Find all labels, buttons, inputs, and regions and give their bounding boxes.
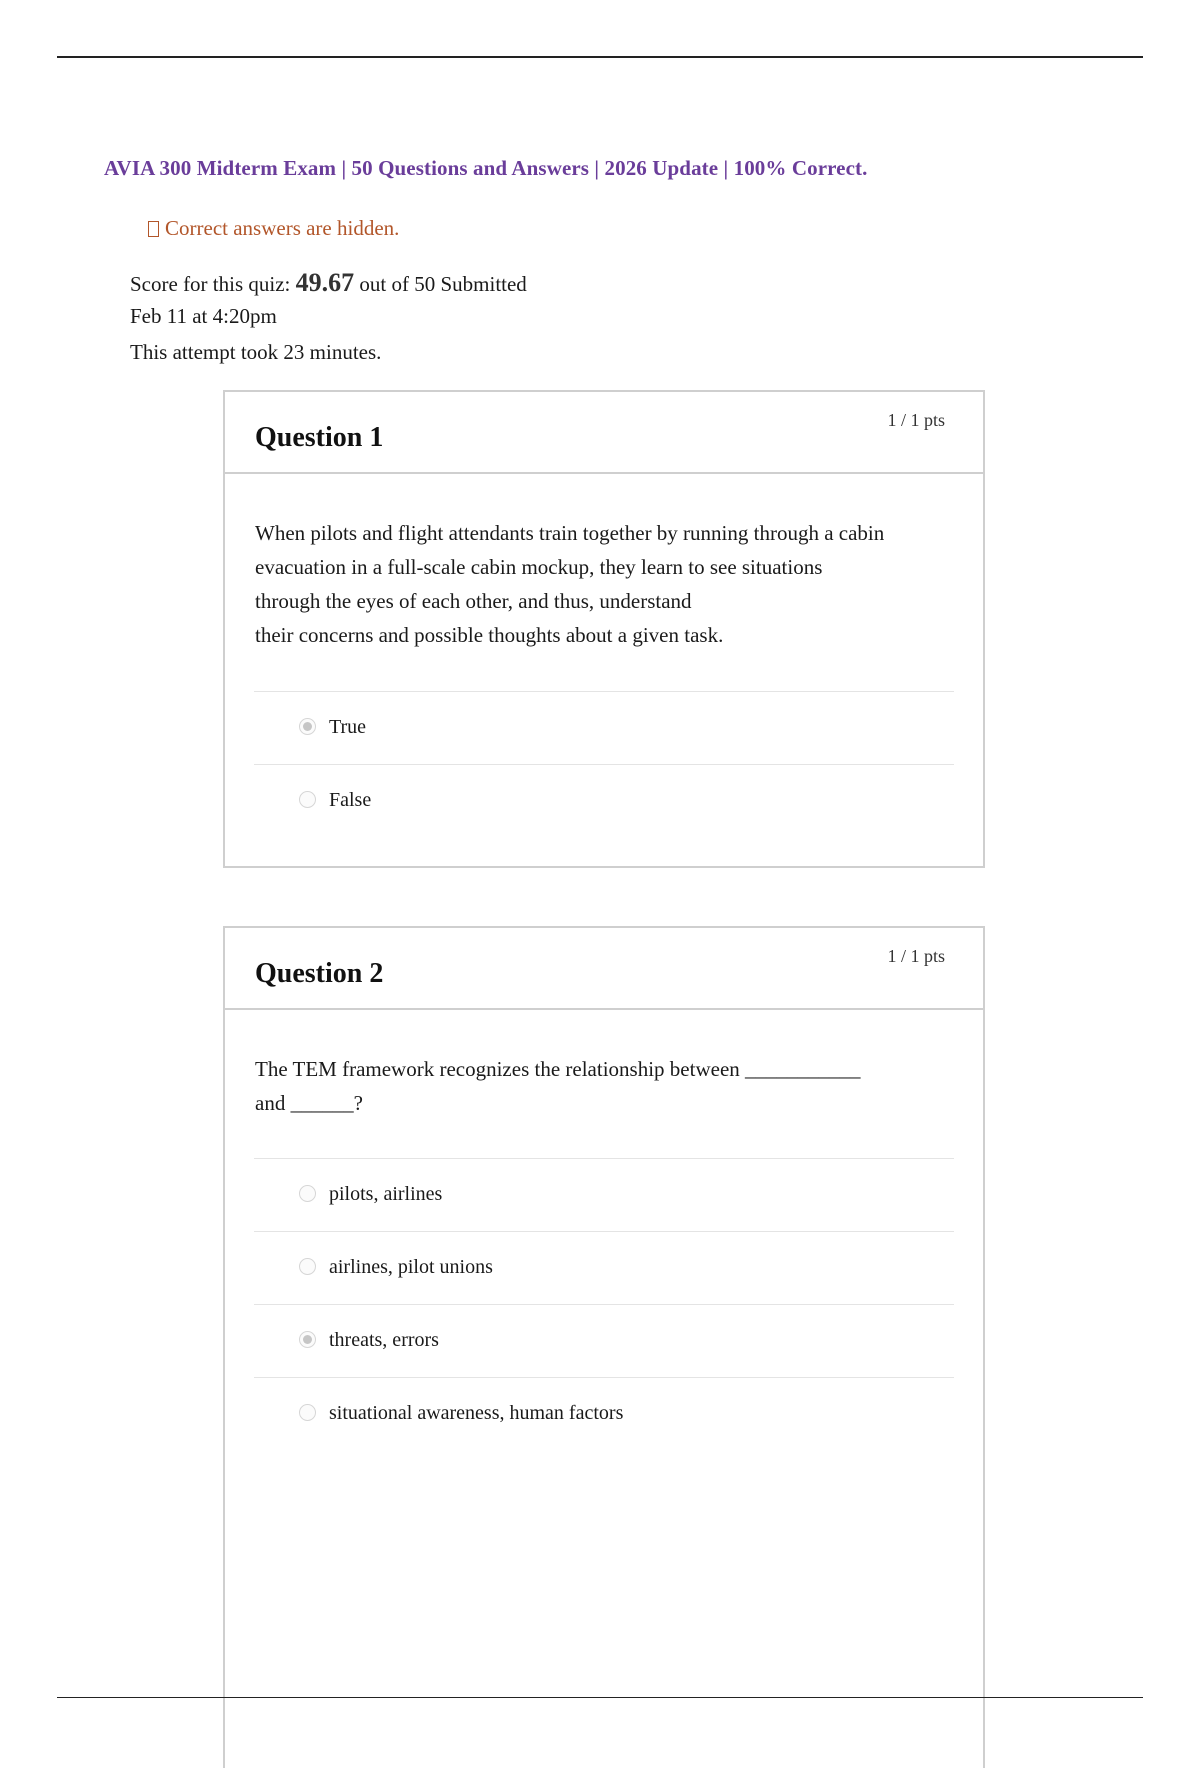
answer-option-situational-awareness[interactable] <box>254 1377 954 1450</box>
top-rule <box>57 56 1143 58</box>
question-points: 1 / 1 pts <box>887 946 945 966</box>
submitted-date: Feb 11 at 4:20pm <box>130 304 277 328</box>
question-text <box>255 1052 955 1120</box>
answer-label: threats, errors <box>329 1329 439 1351</box>
question-text-line: When pilots and flight attendants train together by running through a cabin <box>255 521 885 545</box>
answer-label: True <box>329 716 367 738</box>
bottom-rule <box>57 1697 1143 1698</box>
question-text <box>255 516 955 652</box>
question-text-line: evacuation in a full-scale cabin mockup, they learn to see situations <box>255 555 823 579</box>
attempt-duration: This attempt took 23 minutes. <box>130 340 382 364</box>
quiz-score <box>130 268 527 298</box>
question-title: Question 1 <box>255 422 384 453</box>
square-icon <box>148 221 159 237</box>
score-value: 49.67 <box>295 268 355 297</box>
answer-list <box>254 691 954 837</box>
answer-option-true[interactable] <box>254 691 954 764</box>
question-header <box>225 928 983 1010</box>
answers-hidden-notice <box>148 216 399 241</box>
question-card-1 <box>223 390 985 868</box>
notice-text: Correct answers are hidden. <box>165 216 400 240</box>
radio-selected-icon[interactable] <box>299 1331 316 1348</box>
question-points: 1 / 1 pts <box>887 410 945 430</box>
answer-option-threats-errors[interactable] <box>254 1304 954 1377</box>
radio-icon[interactable] <box>299 1258 316 1275</box>
answer-option-airlines-pilot-unions[interactable] <box>254 1231 954 1304</box>
answer-label: pilots, airlines <box>329 1183 443 1205</box>
answer-option-false[interactable] <box>254 764 954 837</box>
radio-icon[interactable] <box>299 1185 316 1202</box>
answer-label: situational awareness, human factors <box>329 1402 624 1424</box>
question-title: Question 2 <box>255 958 384 989</box>
radio-icon[interactable] <box>299 1404 316 1421</box>
question-card-2 <box>223 926 985 1768</box>
radio-icon[interactable] <box>299 791 316 808</box>
question-text-line: The TEM framework recognizes the relationship between ___________ <box>255 1057 861 1081</box>
question-text-line: and ______? <box>255 1091 363 1115</box>
answer-label: airlines, pilot unions <box>329 1256 493 1278</box>
question-text-line: through the eyes of each other, and thus, understand <box>255 589 692 613</box>
answer-option-pilots-airlines[interactable] <box>254 1158 954 1231</box>
answer-label: False <box>329 789 372 811</box>
score-suffix: out of 50 Submitted <box>354 272 527 296</box>
question-text-line: their concerns and possible thoughts about a given task. <box>255 623 724 647</box>
answer-list <box>254 1158 954 1450</box>
document-title: AVIA 300 Midterm Exam | 50 Questions and Answers | 2026 Update | 100% Correct. <box>104 156 868 180</box>
score-prefix: Score for this quiz: <box>130 272 296 296</box>
question-header <box>225 392 983 474</box>
radio-selected-icon[interactable] <box>299 718 316 735</box>
